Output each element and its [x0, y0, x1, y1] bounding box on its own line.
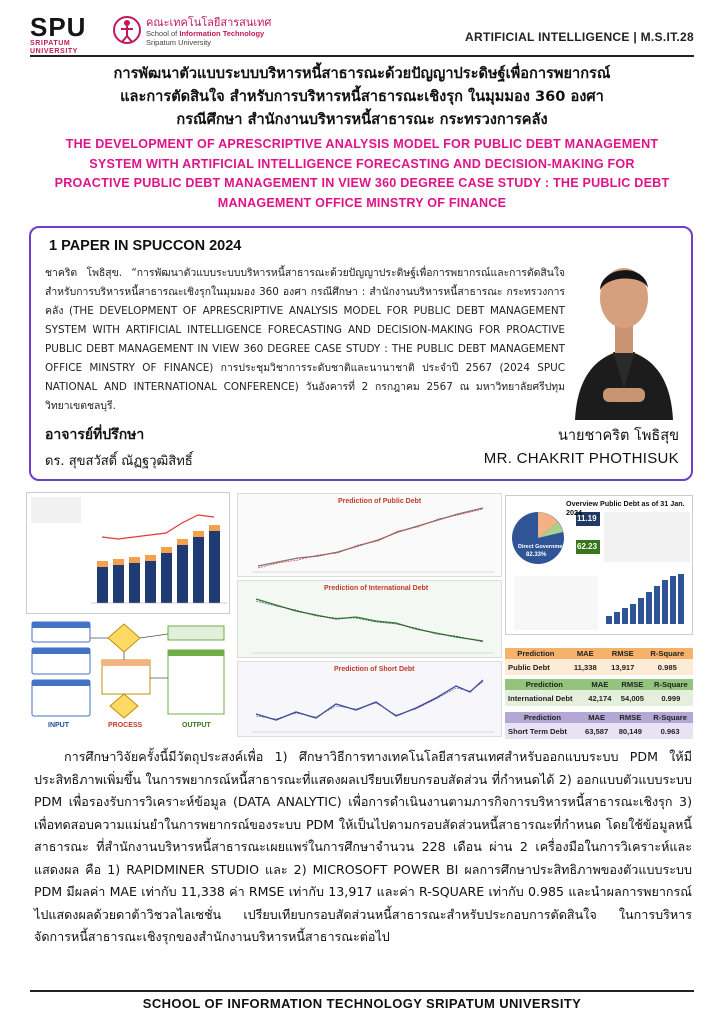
table-header: RMSE: [604, 648, 642, 659]
faculty-name-english: School of Information Technology: [146, 29, 265, 38]
publication-heading: 1 PAPER IN SPUCCON 2024: [49, 238, 242, 254]
table-header: RMSE: [616, 679, 649, 690]
flow-diagram-graphic: [26, 618, 230, 720]
dashboard-bars-graphic: [27, 493, 231, 615]
international-debt-metrics-table: [505, 679, 693, 706]
table-row: Short Term Debt 63,587 80,149 0.963: [505, 723, 693, 739]
table-header: R-Square: [647, 712, 693, 723]
overview-direct-gov-pct: 82.33%: [526, 552, 547, 558]
public-debt-line-graphic: [238, 494, 503, 578]
page-header: [30, 12, 694, 55]
header-divider: [30, 55, 694, 57]
system-flow-diagram: [26, 618, 230, 736]
table-header: MAE: [584, 679, 617, 690]
overview-title: Overview Public Debt as of 31 Jan. 2024: [566, 499, 685, 517]
spu-logo-text: SPU: [30, 12, 87, 42]
debt-dashboard-thumbnail: [26, 492, 230, 614]
public-debt-metrics-table: [505, 648, 693, 675]
short-debt-prediction-chart: [237, 661, 502, 737]
program-tagline: ARTIFICIAL INTELLIGENCE | M.S.IT.28: [465, 30, 694, 44]
table-header: Prediction: [505, 712, 580, 723]
overview-gdp-ratio: 62.23: [577, 542, 598, 551]
table-header: RMSE: [613, 712, 647, 723]
international-debt-chart-title: Prediction of International Debt: [324, 585, 429, 592]
spu-logo-subtitle: SRIPATUM UNIVERSITY: [30, 40, 79, 55]
thesis-title-english: THE DEVELOPMENT OF APRESCRIPTIVE ANALYSIS MODEL FOR PUBLIC DEBT MANAGEMENT SYSTEM WITH ARTIFICIAL INTELLIGENCE FORECASTING AND DECISION-MAKING FOR PROACTIVE PUBLIC DEBT MANAGEMENT IN VIEW 360 DEGREE CASE STUDY : THE PUBLIC DEBT MANAGEMENT OFFICE MINSTRY OF FINANCE: [54, 137, 670, 210]
table-row: Public Debt 11,338 13,917 0.985: [505, 659, 693, 675]
public-debt-prediction-chart: [237, 493, 502, 577]
spu-logo: [30, 12, 106, 55]
advisor-name: ดร. สุขสวัสดิ์ ณัฏฐวุฒิสิทธิ์: [45, 454, 193, 469]
faculty-name: [146, 16, 346, 47]
faculty-emblem-icon: [112, 14, 142, 46]
page-footer: SCHOOL OF INFORMATION TECHNOLOGY SRIPATUM UNIVERSITY: [142, 996, 582, 1011]
table-header: R-Square: [642, 648, 693, 659]
footer-divider: [30, 990, 694, 992]
table-header: Prediction: [505, 679, 584, 690]
advisor-label: อาจารย์ที่ปรึกษา: [45, 427, 145, 443]
table-header: MAE: [580, 712, 614, 723]
flow-output-label: OUTPUT: [182, 722, 211, 729]
short-term-debt-metrics-table: [505, 712, 693, 739]
international-debt-line-graphic: [238, 581, 503, 659]
public-debt-overview-dashboard: [505, 495, 693, 635]
table-header: R-Square: [649, 679, 693, 690]
research-summary: การศึกษาวิจัยครั้งนี้มีวัตถุประสงค์เพื่อ 1) ศึกษาวิธีการทางเทคโนโลยีสารสนเทศสำหรับออกแบบระบบ PDM ให้มีประสิทธิภาพเพิ่มขึ้น ในการพยากรณ์หนี้สาธารณะที่แสดงผลเปรียบเทียบกรอบสัดส่วน ที่กำหนดได้ 2) ออกแบบตัวแบบระบบ PDM เพื่อรองรับการวิเคราะห์ข้อมูล (DATA ANALYTIC) เพื่อการดำเนินงานตามภารกิจการบริหารหนี้สาธารณะเชิงรุก 3) เพื่อทดสอบความแม่นยำในการพยากรณ์ของระบบ PDM ให้เป็นไปตามกรอบสัดส่วนหนี้สาธารณะที่กำหนด โดยใช้ข้อมูลหนี้สาธารณะ ที่สำนักงานบริหารหนี้สาธารณะเผยแพร่ในการศึกษาจำนวน 228 เดือน ผ่าน 2 เครื่องมือในการวิเคราะห์และแสดงผล คือ 1) RAPIDMINER STUDIO และ 2) MICROSOFT POWER BI ผลการศึกษาประสิทธิภาพของตัวแบบระบบ PDM มีผลค่า MAE เท่ากับ 11,338 ค่า RMSE เท่ากับ 13,917 และค่า R-SQUARE เท่ากับ 0.985 และนำผลการพยากรณ์ไปแสดงผลด้วยดาต้าวิชวลไลเซชั่น เปรียบเทียบกรอบสัดส่วนหนี้สาธารณะสำหรับประกอบการตัดสินใจ ในการบริหารจัดการหนี้สาธารณะเชิงรุกของสำนักงานบริหารหนี้สาธารณะต่อไป: [34, 749, 692, 944]
overview-debt-value: 11.19: [577, 514, 597, 523]
table-header: Prediction: [505, 648, 567, 659]
short-debt-line-graphic: [238, 662, 503, 738]
faculty-name-thai: คณะเทคโนโลยีสารสนเทศ: [146, 16, 272, 29]
table-header: MAE: [567, 648, 604, 659]
international-debt-prediction-chart: [237, 580, 502, 658]
author-portrait: [565, 228, 683, 420]
short-debt-chart-title: Prediction of Short Debt: [334, 666, 415, 673]
flow-input-label: INPUT: [48, 722, 69, 729]
author-name-thai: นายชาคริต โพธิสุข: [557, 428, 679, 444]
flow-process-label: PROCESS: [108, 722, 143, 729]
thesis-title-thai: การพัฒนาตัวแบบระบบบริหารหนี้สาธารณะด้วยปัญญาประดิษฐ์เพื่อการพยากรณ์ และการตัดสินใจ สำหรับการบริหารหนี้สาธารณะเชิงรุก ในมุมมอง 360 องศา กรณีศึกษา สำนักงานบริหารหนี้สาธารณะ กระทรวงการคลัง: [113, 65, 611, 128]
publication-citation: ชาคริต โพธิสุข. “การพัฒนาตัวแบบระบบบริหารหนี้สาธารณะด้วยปัญญาประดิษฐ์เพื่อการพยากรณ์และการตัดสินใจสำหรับการบริหารหนี้สาธารณะเชิงรุกในมุมมอง 360 องศา กรณีศึกษา : สำนักงานบริหารหนี้สาธารณะ กระทรวงการคลัง (THE DEVELOPMENT OF APRESCRIPTIVE ANALYSIS MODEL FOR PUBLIC DEBT MANAGEMENT SYSTEM WITH ARTIFICIAL INTELLIGENCE FORECASTING AND DECISION-MAKING FOR PROACTIVE PUBLIC DEBT MANAGEMENT IN VIEW 360 DEGREE CASE STUDY : THE PUBLIC DEBT MANAGEMENT OFFICE MINSTRY OF FINANCE) การประชุมวิชาการระดับชาติและนานาชาติ ประจำปี 2567 (2024 SPUC NATIONAL AND INTERNATIONAL CONFERENCE) วันอังคารที่ 2 กรกฎาคม 2567 ณ มหาวิทยาลัยศรีปทุม วิทยาเขตชลบุรี.: [45, 267, 565, 412]
publication-box: [29, 226, 693, 481]
overview-direct-gov-label: Direct Government: [518, 544, 568, 550]
public-debt-chart-title: Prediction of Public Debt: [338, 498, 422, 505]
table-row: International Debt 42,174 54,005 0.999: [505, 690, 693, 706]
author-name-english: MR. CHAKRIT PHOTHISUK: [483, 450, 679, 467]
faculty-university: Sripatum University: [146, 38, 212, 47]
overview-dashboard-graphic: [506, 496, 694, 636]
